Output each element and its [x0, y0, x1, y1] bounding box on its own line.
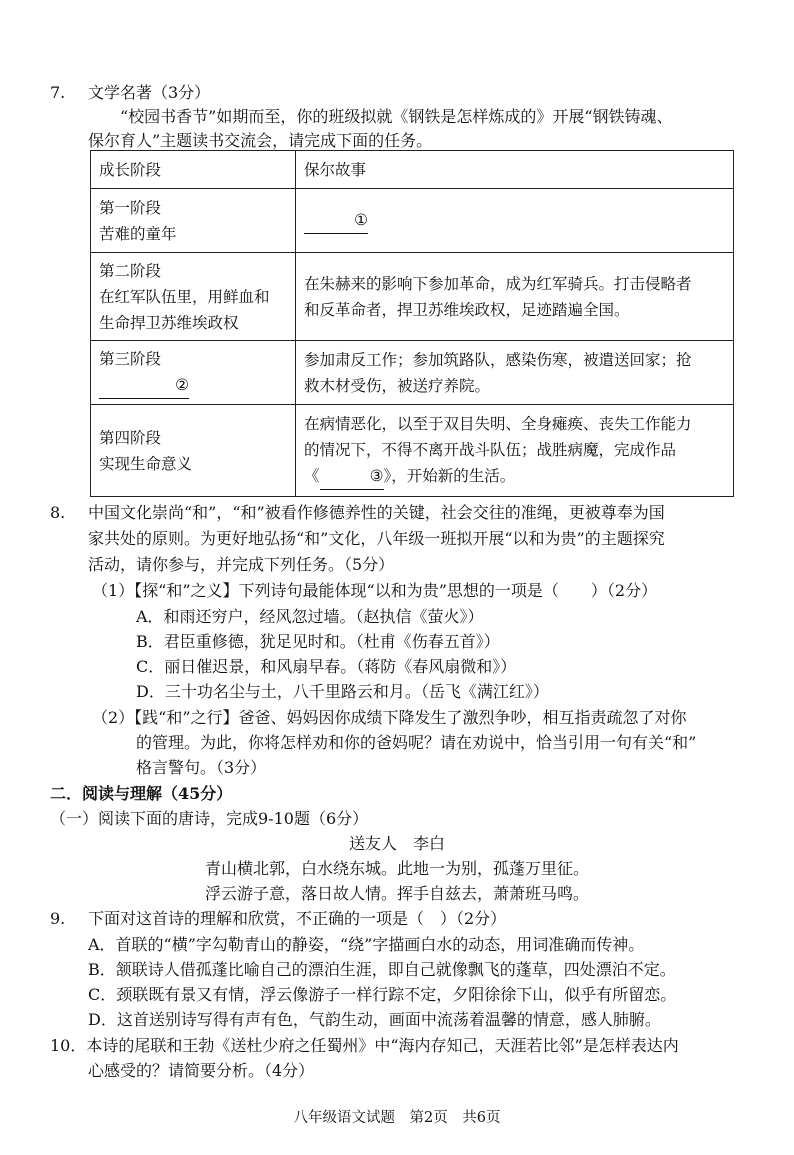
- table-header-story: 保尔故事: [296, 151, 734, 189]
- story-cell: [296, 405, 734, 497]
- story-text: 和反革命者，捍卫苏维埃政权，足迹踏遍全国。: [304, 300, 630, 319]
- blank-2[interactable]: [99, 372, 189, 399]
- stage-description: 生命捍卫苏维埃政权: [99, 313, 239, 332]
- poem-title: 送友人 李白: [348, 834, 445, 853]
- table-header-stage: 成长阶段: [91, 151, 296, 189]
- q9-option-c[interactable]: C．颈联既有景又有情，浮云像游子一样行踪不定，夕阳徐徐下山，似乎有所留恋。: [88, 985, 677, 1004]
- section2-part1: （一）阅读下面的唐诗，完成9-10题（6分）: [50, 809, 369, 828]
- q8-option-b[interactable]: B．君臣重修德，犹足见时和。（杜甫《伤春五首》）: [136, 632, 500, 651]
- q10-line1: 10．本诗的尾联和王勃《送杜少府之任蜀州》中“海内存知己，天涯若比邻”是怎样表达内: [50, 1036, 679, 1055]
- q8-option-c[interactable]: C．丽日催迟景，和风扇早春。（蒋防《春风扇微和》）: [136, 657, 517, 676]
- growth-stages-table: [90, 150, 734, 497]
- q8-line2: 家共处的原则。为更好地弘扬“和”文化，八年级一班拟开展“以和为贵”的主题探究: [88, 529, 665, 548]
- q9-option-a[interactable]: A．首联的“横”字勾勒青山的静姿，“绕”字描画白水的动态，用词准确而传神。: [88, 935, 645, 954]
- stage-cell: [91, 405, 296, 497]
- blank-marker-3: ③: [369, 467, 384, 485]
- q10-line2: 心感受的？请简要分析。（4分）: [88, 1061, 315, 1080]
- table-row: [91, 341, 734, 405]
- q9-option-d[interactable]: D．这首送别诗写得有声有色，气韵生动，画面中流荡着温馨的情意，感人肺腑。: [88, 1010, 661, 1029]
- q8-line1: 中国文化崇尚“和”，“和”被看作修德养性的关键，社会交往的准绳，更被尊奉为国: [88, 503, 665, 522]
- table-row: [91, 189, 734, 253]
- stage-description: 苦难的童年: [99, 224, 177, 243]
- story-text: 的情况下，不得不离开战斗队伍；战胜病魔，完成作品: [304, 441, 677, 459]
- stage-cell: [91, 253, 296, 341]
- poem-line2: 浮云游子意，落日故人情。挥手自兹去，萧萧班马鸣。: [204, 884, 589, 903]
- q8-number: 8.: [50, 503, 66, 522]
- q8-line3: 活动，请你参与，并完成下列任务。（5分）: [88, 555, 395, 574]
- story-text: 在朱赫来的影响下参加革命，成为红军骑兵。打击侵略者: [304, 274, 692, 293]
- q9-option-b[interactable]: B．颔联诗人借孤蓬比喻自己的漂泊生涯，即自己就像飘飞的蓬草，四处漂泊不定。: [88, 960, 676, 979]
- blank-1[interactable]: [304, 207, 368, 234]
- q8-sub1: （1）【探“和”之义】下列诗句最能体现“以和为贵”思想的一项是（ ）（2分）: [92, 581, 658, 600]
- stage-label: 第三阶段: [99, 350, 162, 368]
- blank-marker-1: ①: [354, 211, 368, 229]
- story-text: 》，开始新的生活。: [383, 467, 516, 485]
- q7-number: 7.: [50, 83, 66, 102]
- book-title-open: 《: [304, 467, 320, 485]
- q8-sub2-line1: （2）【践“和”之行】爸爸、妈妈因你成绩下降发生了激烈争吵，相互指责疏忽了对你: [92, 708, 687, 727]
- q9-stem: 下面对这首诗的理解和欣赏，不正确的一项是（ ）（2分）: [88, 909, 507, 928]
- story-cell: [296, 341, 734, 405]
- q7-intro-line1: “校园书香节”如期而至，你的班级拟就《钢铁是怎样炼成的》开展“钢铁铸魂、: [120, 107, 673, 126]
- table-header-row: [91, 151, 734, 189]
- q7-title: 文学名著（3分）: [88, 83, 211, 102]
- story-text: 参加肃反工作；参加筑路队，感染伤寒，被遣送回家；抢: [304, 350, 692, 369]
- q9-number: 9.: [50, 909, 66, 928]
- stage-label: 第一阶段: [99, 198, 162, 217]
- stage-label: 第二阶段: [99, 261, 162, 280]
- q7-intro-line2: 保尔育人”主题读书交流会，请完成下面的任务。: [88, 131, 433, 150]
- table-row: [91, 253, 734, 341]
- story-cell: [296, 253, 734, 341]
- q8-sub2-line2: 的管理。为此，你将怎样劝和你的爸妈呢？请在劝说中，恰当引用一句有关“和”: [136, 733, 697, 752]
- story-text: 救木材受伤，被送疗养院。: [304, 376, 491, 395]
- page-footer: 八年级语文试题 第2页 共6页: [293, 1110, 501, 1126]
- blank-marker-2: ②: [175, 376, 189, 394]
- stage-description: 在红军队伍里，用鲜血和: [99, 287, 270, 306]
- stage-cell: [91, 189, 296, 253]
- story-text: 在病情恶化，以至于双目失明、全身瘫痪、丧失工作能力: [304, 415, 692, 433]
- stage-label: 第四阶段: [99, 428, 162, 447]
- table-row: [91, 405, 734, 497]
- blank-3[interactable]: [320, 463, 384, 490]
- section2-heading: 二．阅读与理解（45分）: [50, 784, 233, 803]
- q8-option-d[interactable]: D．三十功名尘与土，八千里路云和月。（岳飞《满江红》）: [136, 682, 549, 701]
- q8-sub2-line3: 格言警句。（3分）: [136, 758, 267, 777]
- stage-description: 实现生命意义: [99, 454, 193, 473]
- q8-option-a[interactable]: A．和雨还穷户，经风忽过墙。（赵执信《萤火》）: [136, 607, 484, 626]
- stage-cell: [91, 341, 296, 405]
- poem-line1: 青山横北郭，白水绕东城。此地一为别，孤蓬万里征。: [204, 859, 589, 878]
- story-cell: [296, 189, 734, 253]
